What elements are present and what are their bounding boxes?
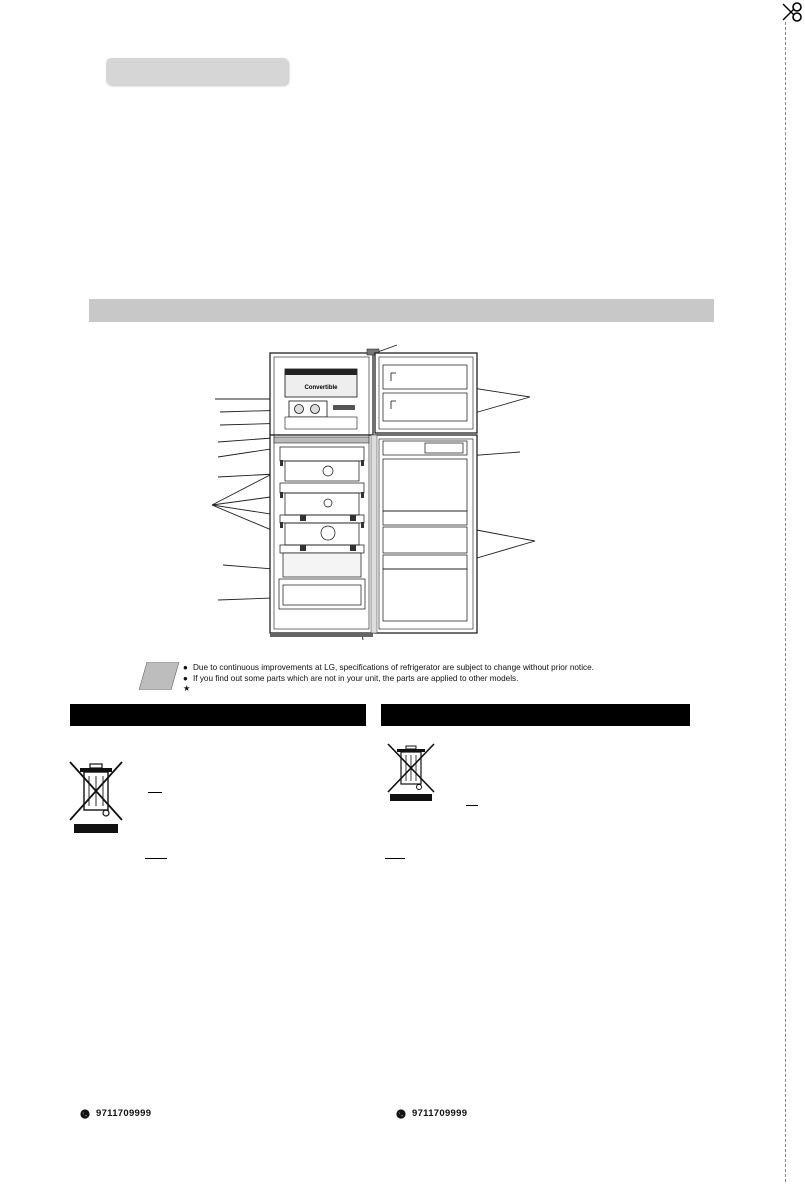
note-icon <box>139 662 179 690</box>
note-line: ● Due to continuous improvements at LG, specifications of refrigerator are subject to change without prior notice. <box>183 663 594 672</box>
footer-phone-left <box>80 1108 151 1119</box>
convertible-label: Convertible <box>304 385 338 391</box>
underline-mark <box>466 805 478 806</box>
note-text <box>183 663 594 695</box>
crossed-bin-icon <box>68 758 124 835</box>
scissors-icon <box>773 0 805 36</box>
section-bar-right <box>381 704 690 726</box>
underline-mark <box>148 792 162 793</box>
underline-mark <box>385 858 405 859</box>
note-line: ● If you find out some parts which are not in your unit, the parts are applied to other models. <box>183 673 519 683</box>
footer-phone-right <box>396 1108 467 1119</box>
crossed-bin-icon <box>386 742 436 802</box>
phone-number: 9711709999 <box>96 1108 152 1119</box>
phone-icon <box>80 1109 90 1119</box>
phone-number: 9711709999 <box>412 1108 468 1119</box>
cut-line <box>785 22 787 1182</box>
section-header-bar <box>89 299 714 322</box>
note-line: ★ <box>183 684 191 694</box>
section-bar-left <box>70 704 366 726</box>
refrigerator-diagram <box>205 335 545 650</box>
underline-mark <box>145 858 167 859</box>
phone-icon <box>396 1109 406 1119</box>
section-tab <box>106 58 288 85</box>
